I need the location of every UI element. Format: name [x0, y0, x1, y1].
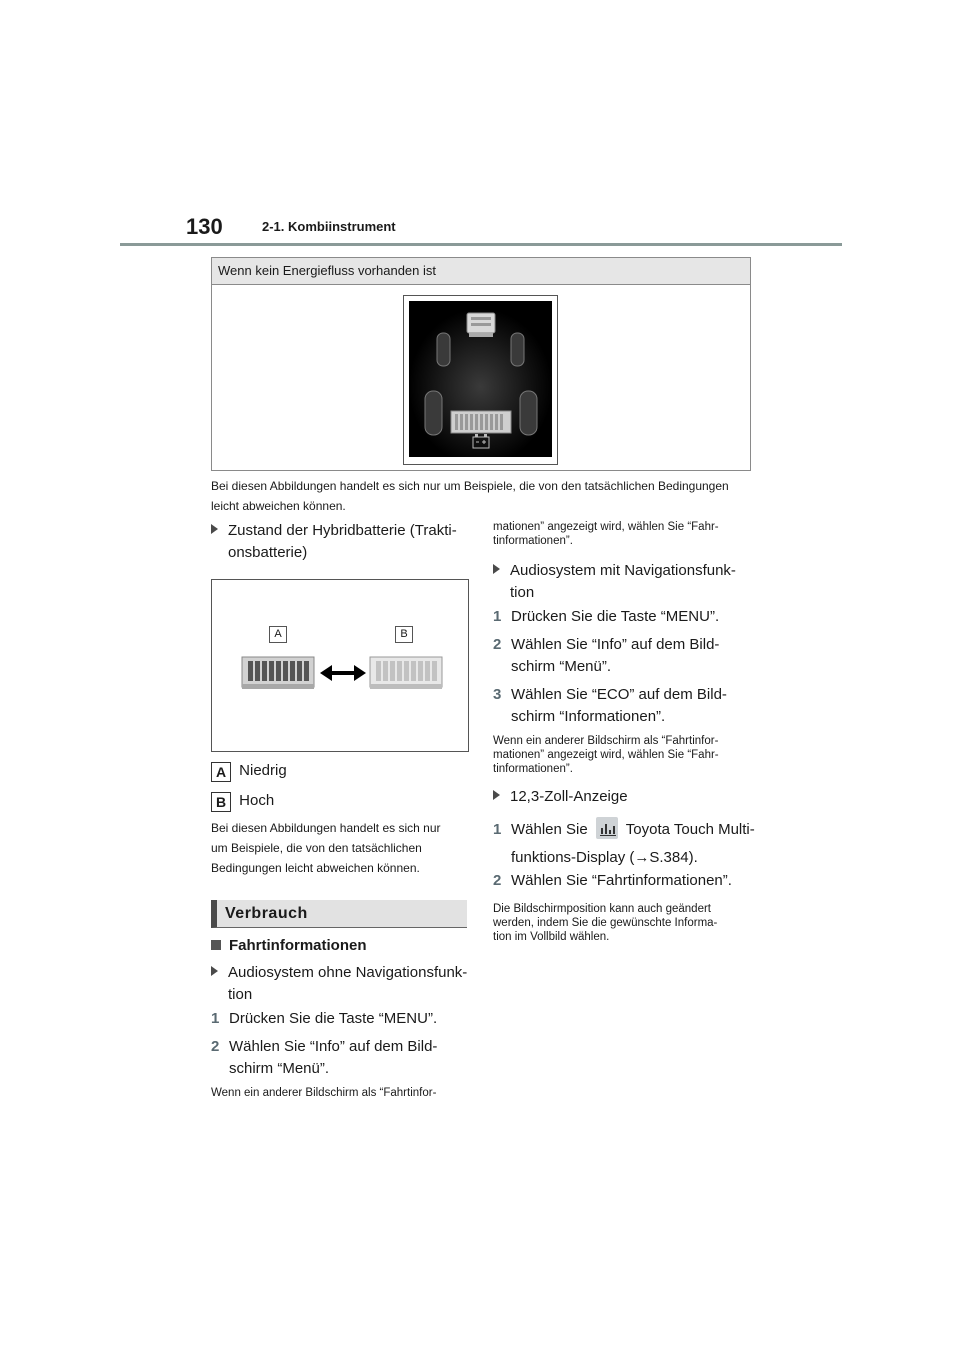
- display-step-1: [493, 817, 763, 869]
- audio-nav-line1: Audiosystem mit Navigationsfunk-: [510, 562, 736, 579]
- battery-high-icon: [370, 657, 442, 689]
- left-step-1: [211, 1008, 471, 1030]
- display-heading: [493, 786, 753, 808]
- rear-right-tire: [520, 391, 537, 435]
- battery-note-line3: Bedingungen leicht abweichen können.: [211, 861, 420, 875]
- left-step-2: [211, 1036, 471, 1080]
- energy-flow-figure: [211, 257, 751, 471]
- display-note-line3: tion im Vollbild wählen.: [493, 931, 610, 943]
- header-rule: [120, 243, 842, 246]
- right-step-1: [493, 606, 753, 628]
- legend-text-b: Hoch: [239, 792, 275, 809]
- figure-label-a: A: [269, 626, 287, 643]
- audio-no-nav-line1: Audiosystem ohne Navigationsfunk-: [228, 964, 468, 981]
- car-diagram-illustration: [409, 301, 552, 457]
- legend-b: [211, 790, 274, 812]
- audio-nav-heading: [493, 560, 753, 604]
- audio-no-nav-heading: [211, 962, 471, 1006]
- step-number: 2: [493, 872, 502, 889]
- step-number: 1: [493, 821, 502, 838]
- display-heading-text: 12,3-Zoll-Anzeige: [510, 788, 628, 805]
- battery-level-illustration: [240, 654, 445, 692]
- bullet-arrow-icon: [211, 966, 218, 976]
- front-right-tire: [511, 333, 524, 366]
- step-text-cont: funktions-Display (→S.384).: [511, 849, 698, 866]
- legend-a: [211, 760, 287, 782]
- step-number: 1: [211, 1010, 220, 1027]
- left-note: [211, 1086, 471, 1100]
- bullet-arrow-icon: [493, 564, 500, 574]
- step-text: Wählen Sie “Fahrtinformationen”.: [511, 872, 732, 889]
- step-number: 2: [493, 636, 502, 653]
- step-text: Wählen Sie “Info” auf dem Bild-: [229, 1038, 438, 1055]
- figure-heading: Wenn kein Energiefluss vorhanden ist: [212, 258, 750, 285]
- right-step-3: [493, 684, 753, 728]
- right-note-line1: Wenn ein anderer Bildschirm als “Fahrtinfor-: [493, 735, 719, 747]
- battery-heading-line2: onsbatterie): [228, 544, 308, 561]
- energy-flow-screen: [409, 301, 552, 457]
- bullet-arrow-icon: [493, 790, 500, 800]
- right-note-line3: tinformationen”.: [493, 763, 573, 775]
- legend-key-b: B: [211, 792, 231, 812]
- engine-icon: [467, 313, 495, 337]
- battery-note-line1: Bei diesen Abbildungen handelt es sich nur: [211, 821, 441, 835]
- bar-chart-icon: [596, 817, 618, 839]
- step-text: Wählen Sie: [511, 821, 588, 838]
- step-number: 3: [493, 686, 502, 703]
- step-text-cont: schirm “Menü”.: [511, 658, 612, 675]
- right-note: [493, 734, 753, 776]
- battery-note: [211, 818, 471, 878]
- fahrtinformationen-heading: [211, 935, 367, 957]
- step-text: Drücken Sie die Taste “MENU”.: [229, 1010, 438, 1027]
- right-note-line2: mationen” angezeigt wird, wählen Sie “Fahr-: [493, 749, 719, 761]
- display-step-2: [493, 870, 753, 892]
- figure-note-text: Bei diesen Abbildungen handelt es sich nur um Beispiele, die von den tatsächlichen Bedingungen leicht abweichen können.: [211, 479, 729, 513]
- figure-label-b: B: [395, 626, 413, 643]
- step-number: 1: [493, 608, 502, 625]
- double-arrow-icon: [320, 665, 366, 681]
- legend-key-a: A: [211, 762, 231, 782]
- display-note-line2: werden, indem Sie die gewünschte Informa-: [493, 917, 718, 929]
- page-number: 130: [186, 214, 223, 239]
- bullet-arrow-icon: [211, 524, 218, 534]
- figure-note: [211, 476, 751, 516]
- left-note-text: Wenn ein anderer Bildschirm als “Fahrtinfor-: [211, 1087, 437, 1099]
- step-text-cont: schirm “Informationen”.: [511, 708, 666, 725]
- battery-low-icon: [242, 657, 314, 689]
- display-note: [493, 902, 753, 944]
- hybrid-battery-icon: [451, 411, 511, 433]
- audio-nav-line2: tion: [510, 584, 535, 601]
- battery-note-line2: um Beispiele, die von den tatsächlichen: [211, 841, 422, 855]
- battery-state-figure: [211, 579, 469, 752]
- step-text-b: Toyota Touch Multi-: [625, 821, 755, 838]
- front-left-tire: [437, 333, 450, 366]
- continuation-line2: tinformationen”.: [493, 535, 573, 547]
- step-text: Wählen Sie “Info” auf dem Bild-: [511, 636, 720, 653]
- section-title: 2-1. Kombiinstrument: [262, 219, 396, 234]
- legend-text-a: Niedrig: [239, 762, 287, 779]
- verbrauch-heading: Verbrauch: [211, 900, 467, 928]
- battery-state-heading: [211, 520, 471, 564]
- step-text-cont: schirm “Menü”.: [229, 1060, 330, 1077]
- right-step-2: [493, 634, 753, 678]
- display-note-line1: Die Bildschirmposition kann auch geändert: [493, 903, 711, 915]
- fahrtinformationen-text: Fahrtinformationen: [229, 937, 367, 954]
- step-text: Drücken Sie die Taste “MENU”.: [511, 608, 720, 625]
- figure-frame: [403, 295, 558, 465]
- right-continuation: [493, 520, 753, 548]
- battery-heading-line1: Zustand der Hybridbatterie (Trakti-: [228, 522, 457, 539]
- square-bullet-icon: [211, 940, 221, 950]
- audio-no-nav-line2: tion: [228, 986, 253, 1003]
- step-text: Wählen Sie “ECO” auf dem Bild-: [511, 686, 727, 703]
- continuation-line1: mationen” angezeigt wird, wählen Sie “Fahr-: [493, 521, 719, 533]
- rear-left-tire: [425, 391, 442, 435]
- step-number: 2: [211, 1038, 220, 1055]
